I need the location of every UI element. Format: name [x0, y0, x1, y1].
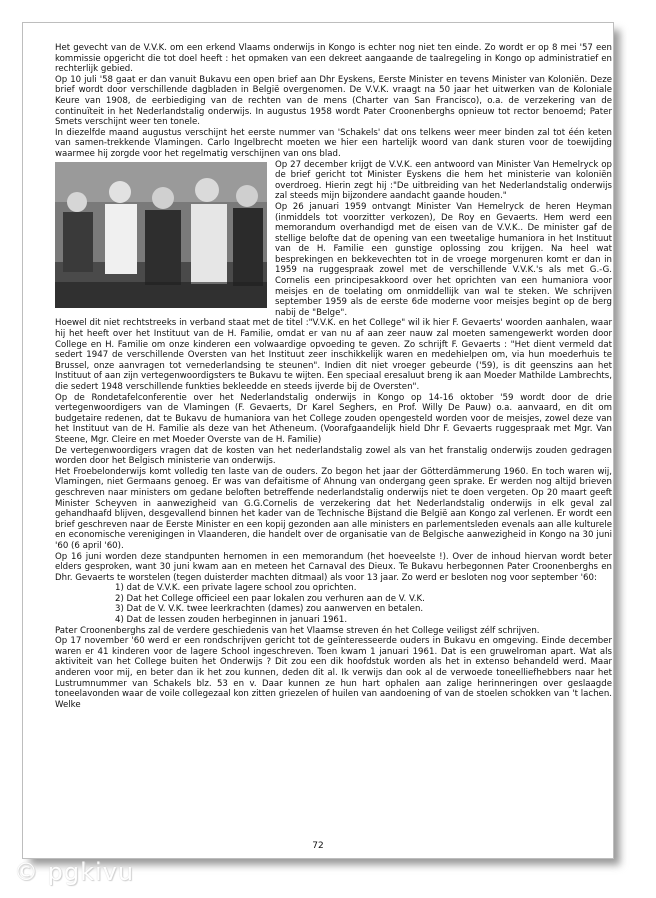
historical-photo — [55, 162, 267, 308]
list-item: 2) Dat het College officieel een paar lokalen zou verhuren aan de V. V.K. — [115, 593, 425, 604]
list-item: 1) dat de V.V.K. een private lagere school zou oprichten. — [115, 583, 357, 594]
numbered-list — [115, 583, 612, 625]
paragraph: Op 16 juni worden deze standpunten hernomen in een memorandum (het hoeveelste !). Over de inhoud hiervan wordt beter elders gesproken, want 30 juni kwam aan en meteen het Carnaval des Dieux. Te Bukavu herbegonnen Pater Croonenberghs en Dhr. Gevaerts te worstelen (tegen duisterder machten ditmaal) als voor 13 jaar. Zo werd er besloten nog voor september '60: — [55, 551, 612, 583]
paragraph: Pater Croonenberghs zal de verdere geschiedenis van het Vlaamse streven én het College veiligst zélf schrijven. — [55, 625, 540, 636]
paragraph: Het Froebelonderwijs komt volledig ten laste van de ouders. Zo begon het jaar der Götterdämmerung 1960. En toch waren wij, Vlamingen, niet Germaans genoeg. Er was van defaitisme of Ahnung van ondergang geen sprake. Er werden nog altijd brieven geschreven naar ministers om gedane beloften betreffende nederlandstalig onderwijs niet te doen vergeten. Op 20 maart geeft Minister Scheyven in aanwezigheid van G.G.Cornelis de verzekering dat het Nederlandstalig onderwijs in elk geval zal gehandhaafd blijven, desgevallend binnen het kader van de Technische Bijstand die België aan Kongo zal verlenen. Er wordt een brief geschreven naar de Eerste Minister en een kopij gezonden aan alle ministers en parlementsleden evenals aan alle kulturele en economische verenigingen in Vlaanderen, die handelt over de organisatie van de Belgische aanwezigheid in Kongo na 30 juni '60 (6 april '60). — [55, 466, 612, 551]
document-page — [22, 22, 614, 859]
list-item: 4) Dat de lessen zouden herbeginnen in januari 1961. — [115, 615, 348, 626]
paragraph: Hoewel dit niet rechtstreeks in verband staat met de titel :"V.V.K. en het College" wil ik hier F. Gevaerts' woorden aanhalen, waar hij het heeft over het Instituut van de H. Familie, omdat er van nu af aan zeer nauw zal moeten samengewerkt worden door College en H. Familie om onze kinderen een volwaardige opvoeding te geven. Zo schrijft F. Gevaerts : "Het dient vermeld dat sedert 1947 de verschillende Oversten van het Instituut zeer inschikkelijk waren en medehielpen om, via hun moederhuis te Brussel, onze aanvragen tot vernederlandsing te steunen". Indien dit niet vroeger gebeurde ('59), is dit geenszins aan het Instituut of aan zijn vertegenwoordigsters te Bukavu te wijten. Een speciaal eresaluut breng ik aan Moeder Mathilde Lambrechts, die sedert 1948 verschillende funkties bekleedde en steeds ijverde bij de Oversten". — [55, 318, 612, 392]
paragraph: In diezelfde maand augustus verschijnt het eerste nummer van 'Schakels' dat ons telkens weer meer binden zal tot één keten van samen-trekkende Vlamingen. Carlo Ingelbrecht moeten we hier een hartelijk woord van dank sturen voor de toewijding waarmee hij zorgde voor het regelmatig verschijnen van ons blad. — [55, 127, 612, 159]
paragraph: Op 10 juli '58 gaat er dan vanuit Bukavu een open brief aan Dhr Eyskens, Eerste Minister en tevens Minister van Koloniën. Deze brief wordt door verschillende dagbladen in België overgenomen. De V.V.K. vraagt na 50 jaar het uitwerken van de Koloniale Keure van 1908, de eerbiediging van de rechten van de mens (Charter van San Francisco), o.a. de verzekering van de continuïteit in het Nederlandstalig onderwijs. In augustus 1958 wordt Pater Croonenberghs opnieuw tot rector benoemd; Pater Smets verschijnt weer ten tonele. — [55, 74, 612, 128]
paragraph: De vertegenwoordigers vragen dat de kosten van het nederlandstalig zowel als van het franstalig onderwijs zouden gedragen worden door het Belgisch ministerie van onderwijs. — [55, 445, 612, 467]
list-item: 3) Dat de V. V.K. twee leerkrachten (dames) zou aanwerven en betalen. — [115, 604, 424, 615]
page-number: 72 — [312, 841, 324, 851]
paragraph: Op de Rondetafelconferentie over het Nederlandstalig onderwijs in Kongo op 14-16 oktober '59 wordt door de drie vertegenwoordigers van de Vlamingen (F. Gevaerts, Dr Karel Seghers, en Prof. Willy De Pauw) o.a. aanvaard, en dit om budgetaire redenen, dat te Bukavu de humaniora van het College zouden opengesteld worden voor de meisjes, zowel deze van het Instituut van de H. Familie als deze van het Atheneum. (Voorafgaandelijk hield Dhr F. Gevaerts ruggespraak met Mgr. Van Steene, Mgr. Cleire en met Moeder Overste van de H. Familie) — [55, 392, 612, 445]
paragraph: Op 27 december krijgt de V.V.K. een antwoord van Minister Van Hemelryck op de brief gericht tot Minister Eyskens die hem het ministerie van koloniën overdroeg. Hierin zegt hij :"De uitbreiding van het Nederlandstalig onderwijs zal steeds mijn bijzondere aandacht gaande houden." — [275, 159, 612, 202]
page-content — [55, 43, 612, 710]
paragraph: Op 17 november '60 werd er een rondschrijven gericht tot de geïnteresseerde ouders in Bukavu en omgeving. Einde december waren er 41 kinderen voor de lagere School ingeschreven. Toen kwam 1 januari 1961. Dat is een gruwelroman apart. Wat als aktiviteit van het College buiten het Onderwijs ? Dit zou een dik hoofdstuk worden als het in extenso behandeld werd. Maar anderen voor mij, en beter dan ik het zou kunnen, deden dit al. Ik verwijs dan ook al de verwoede toneelliefhebbers naar het Lustrumnummer van Schakels blz. 53 en v. Daar kunnen ze hun hart ophalen aan zalige herinneringen over geslaagde toneelavonden waar de voile collegezaal kon zitten griezelen of huilen van aandoening of van de stoelen schokken van 't lachen. Welke — [55, 636, 612, 710]
watermark: © pgkivu — [14, 858, 135, 886]
paragraph: Op 26 januari 1959 ontvangt Minister Van Hemelryck de heren Heyman (inmiddels tot voorzitter verkozen), De Roy en Gevaerts. Hem werd een memorandum overhandigd met de eisen van de V.V.K.. De minister gaf de stellige belofte dat de opening van een tweetalige humaniora in het Instituut van de H. Familie een gunstige oplossing zou krijgen. Na heel wat besprekingen en bekkevechten tot in de vroege morgenuren komt er dan in 1959 na ruggespraak zowel met de verschillende V.V.K.'s als met G.-G. Cornelis een principesakkoord over het oprichten van een humaniora voor meisjes en de toelating om onmiddellijk van wal te steken. We schrijven september 1959 als de eerste 6de moderne voor meisjes begint op de berg nabij de "Belge". — [275, 201, 612, 318]
paragraph: Het gevecht van de V.V.K. om een erkend Vlaams onderwijs in Kongo is echter nog niet ten einde. Zo wordt er op 8 mei '57 een kommissie opgericht die tot doel heeft : het opmaken van een dekreet aangaande de taalregeling in Kongo op administratief en rechterlijk gebied. — [55, 43, 612, 75]
photo-men-on-stage-icon — [55, 162, 267, 308]
